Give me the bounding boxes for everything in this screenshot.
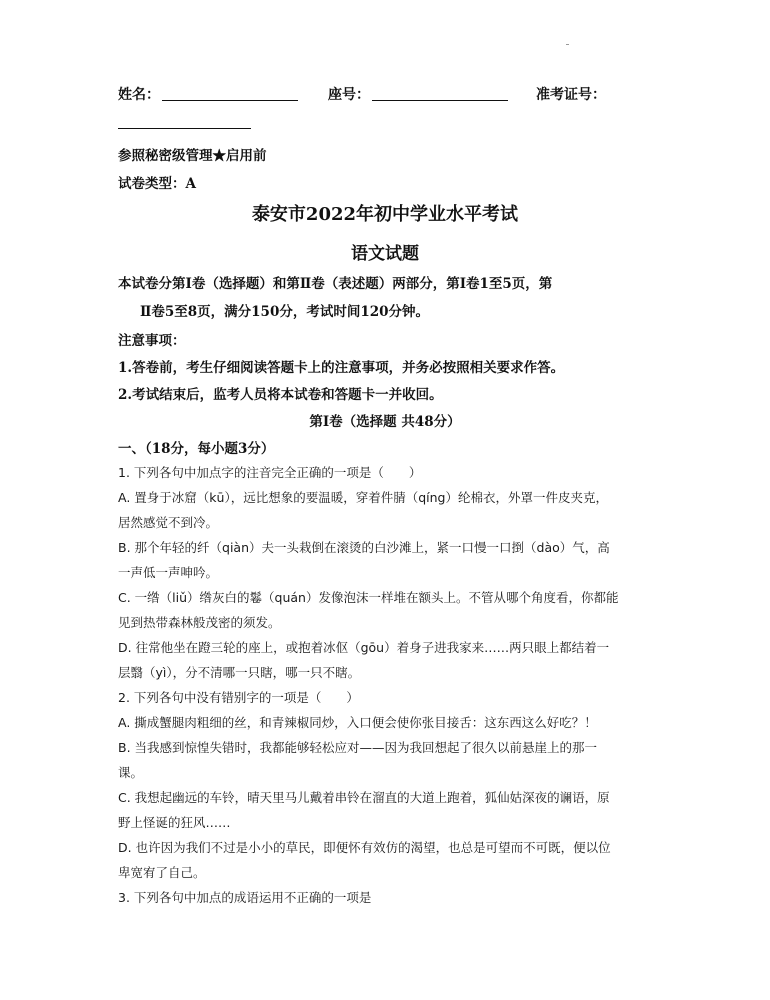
part-heading: 一、（18分，每小题3分） bbox=[118, 441, 275, 457]
scan-mark bbox=[566, 44, 569, 45]
question-line: A. 置身于冰窟（kū），远比想象的要温暖，穿着件腈（qíng）纶棉衣，外罩一件皮夹克， bbox=[118, 490, 608, 505]
question-line: 居然感觉不到冷。 bbox=[118, 515, 219, 530]
question-line: D. 往常他坐在蹬三轮的座上，或抱着冰伛（gōu）着身子进我家来……两只眼上都结着一 bbox=[118, 640, 610, 655]
question-line: 野上怪诞的狂风…… bbox=[118, 815, 231, 830]
confidentiality-note: 参照秘密级管理★启用前 bbox=[118, 148, 267, 164]
exam-number-field-line[interactable] bbox=[118, 128, 251, 129]
name-label: 姓名： bbox=[118, 87, 160, 103]
question-line: A. 撕成蟹腿肉粗细的丝，和青辣椒同炒，入口便会使你张目接舌：这东西这么好吃？！ bbox=[118, 715, 597, 730]
intro-line: Ⅱ卷5至8页，满分150分，考试时间120分钟。 bbox=[140, 304, 430, 320]
question-line: 见到热带森林般茂密的须发。 bbox=[118, 615, 281, 630]
question-line: 层翳（yì），分不清哪一只瞎，哪一只不瞎。 bbox=[118, 665, 361, 680]
section-title: 第Ⅰ卷（选择题 共48分） bbox=[309, 414, 461, 430]
seat-field-line[interactable] bbox=[372, 100, 508, 101]
question-line: 1. 下列各句中加点字的注音完全正确的一项是（ ） bbox=[118, 465, 422, 480]
note-item: 1.答卷前，考生仔细阅读答题卡上的注意事项，并务必按照相关要求作答。 bbox=[118, 360, 565, 376]
exam-title: 泰安市2022年初中学业水平考试 bbox=[251, 204, 519, 225]
notes-heading: 注意事项： bbox=[118, 333, 186, 349]
seat-label: 座号： bbox=[328, 87, 370, 103]
question-line: 2. 下列各句中没有错别字的一项是（ ） bbox=[118, 690, 359, 705]
paper-type: 试卷类型：A bbox=[118, 176, 196, 192]
question-line: C. 一绺（liǔ）绺灰白的鬈（quán）发像泡沫一样堆在额头上。不管从哪个角度看，你都能 bbox=[118, 590, 619, 605]
question-line: B. 当我感到惊惶失错时，我都能够轻松应对——因为我回想起了很久以前悬崖上的那一 bbox=[118, 740, 598, 755]
question-line: D. 也许因为我们不过是小小的草民，即便怀有效仿的渴望，也总是可望而不可既，便以位 bbox=[118, 840, 611, 855]
question-line: C. 我想起幽远的车铃，晴天里马儿戴着串铃在溜直的大道上跑着，狐仙姑深夜的谰语，原 bbox=[118, 790, 610, 805]
question-line: 一声低一声呻吟。 bbox=[118, 565, 219, 580]
question-line: 课。 bbox=[118, 765, 144, 780]
questions-block bbox=[118, 460, 660, 910]
question-line: 卑宽宥了自己。 bbox=[118, 865, 206, 880]
name-field-line[interactable] bbox=[162, 100, 298, 101]
intro-line: 本试卷分第Ⅰ卷（选择题）和第Ⅱ卷（表述题）两部分，第Ⅰ卷1至5页，第 bbox=[118, 276, 553, 292]
note-item: 2.考试结束后，监考人员将本试卷和答题卡一并收回。 bbox=[118, 387, 443, 403]
exam-subtitle: 语文试题 bbox=[351, 244, 419, 264]
question-line: 3. 下列各句中加点的成语运用不正确的一项是 bbox=[118, 890, 372, 905]
question-line: B. 那个年轻的纤（qiàn）夫一头栽倒在滚烫的白沙滩上，紧一口慢一口捯（dào）气，高 bbox=[118, 540, 610, 555]
exam-number-label: 准考证号： bbox=[536, 87, 606, 103]
